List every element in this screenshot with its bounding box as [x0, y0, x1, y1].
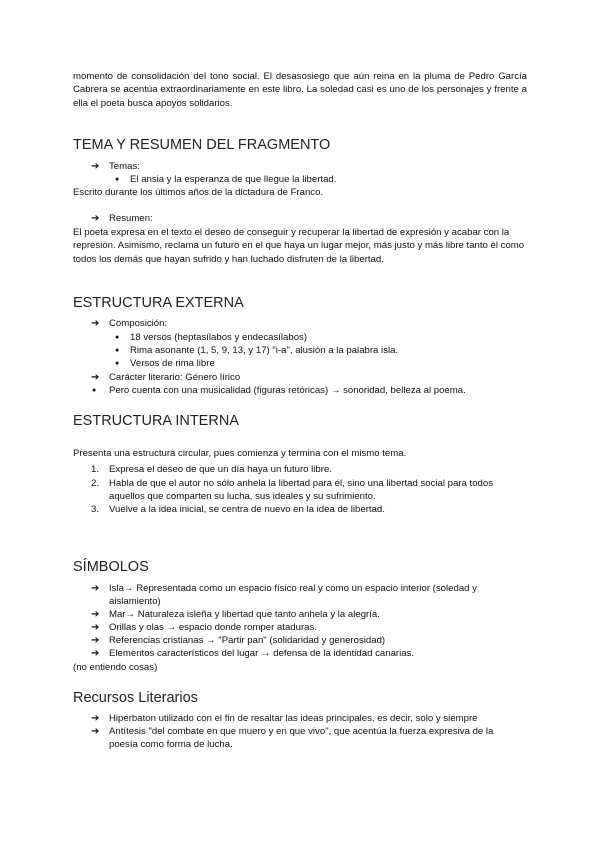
- arrow-bullet-icon: ➔: [91, 609, 100, 620]
- arrow-bullet-icon: ➔: [91, 372, 100, 383]
- arrow-bullet-icon: ➔: [91, 583, 100, 594]
- simbolos-note: (no entiendo cosas): [73, 662, 158, 673]
- arrow-bullet-icon: ➔: [91, 318, 100, 329]
- escrito-line: Escrito durante los últimos años de la dictadura de Franco.: [73, 187, 324, 198]
- list-number: 3.: [91, 504, 100, 515]
- simbolo-item: Isla→ Representada como un espacio físico real y como un espacio interior (soledad y aislamiento): [109, 583, 477, 608]
- list-number: 1.: [91, 464, 100, 475]
- recurso-item: Hipérbaton utilizado con el fin de resaltar las ideas principales, es decir, solo y siempre: [109, 713, 478, 724]
- intro-paragraph: momento de consolidación del tono social. El desasosiego que aún reina en la pluma de Pedro García Cabrera se acentúa extraordinariamente en este libro. La soledad casi es uno de los personajes y frente a ella el poeta busca apoyos solidarios.: [73, 71, 527, 109]
- externa-item: 18 versos (heptasílabos y endecasílabos): [130, 332, 308, 343]
- simbolo-item: Referencias cristianas → "Partir pan" (solidaridad y generosidad): [109, 635, 386, 646]
- arrow-bullet-icon: ➔: [91, 713, 100, 724]
- musicalidad-line: Pero cuenta con una musicalidad (figuras retóricas) → sonoridad, belleza al poema.: [109, 385, 466, 396]
- arrow-bullet-icon: ➔: [91, 726, 100, 737]
- arrow-bullet-icon: ➔: [91, 622, 100, 633]
- arrow-bullet-icon: ➔: [91, 635, 100, 646]
- recurso-item: Antítesis "del combate en que muero y en que vivo", que acentúa la fuerza expresiva de la poesía como forma de lucha.: [109, 726, 494, 751]
- bullet-icon: ●: [115, 176, 120, 183]
- heading-recursos-literarios: Recursos Literarios: [73, 690, 198, 706]
- interna-item: Habla de que el autor no sólo anhela la libertad para él, sino una libertad social para todos aquellos que comparten su lucha, sus ideales y su sufrimiento.: [109, 478, 494, 503]
- composicion-label: Composición:: [109, 318, 168, 329]
- arrow-bullet-icon: ➔: [91, 648, 100, 659]
- arrow-bullet-icon: ➔: [91, 213, 100, 224]
- arrow-bullet-icon: ➔: [91, 161, 100, 172]
- simbolo-item: Orillas y olas → espacio donde romper ataduras.: [109, 622, 317, 633]
- heading-simbolos: SÍMBOLOS: [73, 559, 149, 575]
- bullet-icon: ●: [115, 334, 120, 341]
- interna-item: Expresa el deseo de que un día haya un futuro libre.: [109, 464, 332, 475]
- bullet-icon: ●: [92, 387, 97, 394]
- externa-item: Versos de rima libre: [130, 358, 215, 369]
- temas-item: El ansia y la esperanza de que llegue la libertad.: [130, 174, 337, 185]
- externa-item: Rima asonante (1, 5, 9, 13, y 17) "i-a", alusión a la palabra isla.: [130, 345, 399, 356]
- caracter-line: Carácter literario: Género lírico: [109, 372, 241, 383]
- resumen-paragraph: El poeta expresa en el texto el deseo de conseguir y recuperar la libertad de expresión y acabar con la represión. Asimismo, reclama un futuro en el que haya un lugar mejor, más justo y más libre tanto él como todos los demás que hayan sufrido y han luchado disfruten de la libertad.: [73, 227, 525, 265]
- simbolo-item: Elementos característicos del lugar → defensa de la identidad canarias.: [109, 648, 415, 659]
- interna-item: Vuelve a la idea inicial, se centra de nuevo en la idea de libertad.: [109, 504, 385, 515]
- resumen-label: Resumen:: [109, 213, 153, 224]
- bullet-icon: ●: [115, 347, 120, 354]
- heading-tema-resumen: TEMA Y RESUMEN DEL FRAGMENTO: [73, 137, 331, 153]
- temas-label: Temas:: [109, 161, 140, 172]
- list-number: 2.: [91, 478, 100, 489]
- heading-estructura-interna: ESTRUCTURA INTERNA: [73, 413, 239, 429]
- heading-estructura-externa: ESTRUCTURA EXTERNA: [73, 295, 244, 311]
- bullet-icon: ●: [115, 360, 120, 367]
- interna-intro: Presenta una estructura circular, pues comienza y termina con el mismo tema.: [73, 448, 407, 459]
- simbolo-item: Mar→ Naturaleza isleña y libertad que tanto anhela y la alegría.: [109, 609, 380, 620]
